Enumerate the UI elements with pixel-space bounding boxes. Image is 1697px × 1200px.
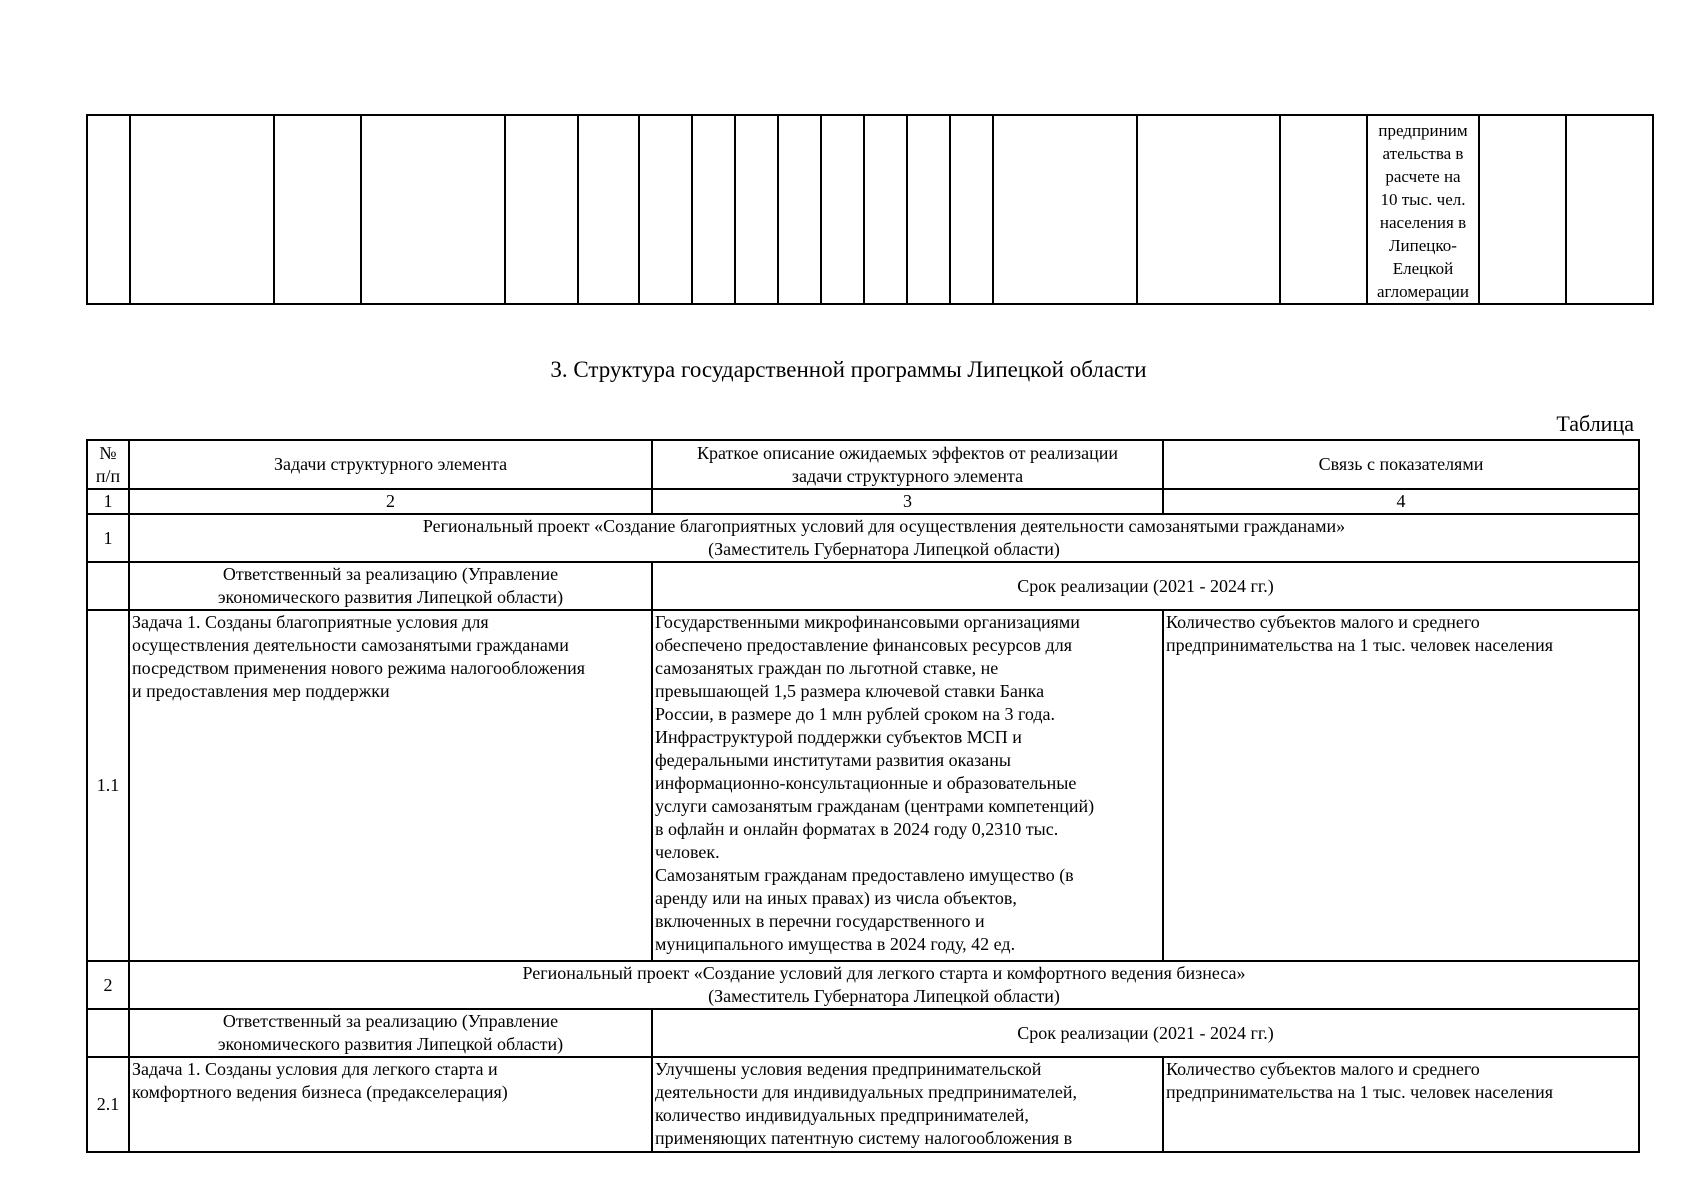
indicator-text-line: расчете на (1385, 167, 1461, 186)
empty-cell (735, 115, 778, 304)
continuation-row (87, 115, 1653, 304)
column-number-row (87, 489, 1639, 514)
header-indicators: Связь с показателями (1163, 440, 1639, 489)
task-indicators: Количество субъектов малого и среднего предпринимательства на 1 тыс. человек населения (1163, 610, 1639, 961)
empty-cell (993, 115, 1137, 304)
empty-cell (864, 115, 907, 304)
indicator-text-line: населения в (1379, 213, 1467, 232)
empty-cell (130, 115, 274, 304)
section-heading: 3. Структура государственной программы Липецкой области (550, 357, 1147, 382)
project-num: 2 (87, 961, 129, 1009)
task-effects: Улучшены условия ведения предпринимательской деятельности для индивидуальных предпринимателей, количество индивидуальных предпринимателей, применяющих патентную систему налогообложения в (652, 1057, 1163, 1152)
project-title: Региональный проект «Создание благоприятных условий для осуществления деятельности самозанятыми гражданами» (Заместитель Губернатора Липецкой области) (129, 514, 1639, 562)
period-cell: Срок реализации (2021 - 2024 гг.) (652, 1009, 1639, 1057)
column-number: 4 (1163, 489, 1639, 514)
task-row (87, 1057, 1639, 1152)
project-responsible-row (87, 562, 1639, 610)
empty-cell (692, 115, 735, 304)
empty-cell (639, 115, 692, 304)
empty-cell (87, 562, 129, 610)
empty-cell (907, 115, 950, 304)
responsible-cell: Ответственный за реализацию (Управление экономического развития Липецкой области) (129, 562, 652, 610)
project-title: Региональный проект «Создание условий для легкого старта и комфортного ведения бизнеса» (Заместитель Губернатора Липецкой области) (129, 961, 1639, 1009)
column-number: 2 (129, 489, 652, 514)
header-tasks: Задачи структурного элемента (129, 440, 652, 489)
task-description: Задача 1. Созданы условия для легкого старта и комфортного ведения бизнеса (предакселерация) (129, 1057, 652, 1152)
project-title-row (87, 514, 1639, 562)
column-number: 3 (652, 489, 1163, 514)
project-title-row (87, 961, 1639, 1009)
empty-cell (1280, 115, 1367, 304)
empty-cell (87, 1009, 129, 1057)
project-responsible-row (87, 1009, 1639, 1057)
responsible-cell: Ответственный за реализацию (Управление экономического развития Липецкой области) (129, 1009, 652, 1057)
indicator-continuation-cell (1367, 115, 1479, 304)
empty-cell (578, 115, 639, 304)
header-row (87, 440, 1639, 489)
table-label: Таблица (1556, 411, 1634, 436)
indicator-text-line: Липецко- (1389, 236, 1457, 255)
empty-cell (1566, 115, 1653, 304)
project-num: 1 (87, 514, 129, 562)
task-row (87, 610, 1639, 961)
task-description: Задача 1. Созданы благоприятные условия для осуществления деятельности самозанятыми гражданами посредством применения нового режима налогообложения и предоставления мер поддержки (129, 610, 652, 961)
indicator-text-line: агломерации (1377, 282, 1469, 301)
indicator-text-line: предприним (1378, 121, 1468, 140)
column-number: 1 (87, 489, 129, 514)
task-indicators: Количество субъектов малого и среднего предпринимательства на 1 тыс. человек населения (1163, 1057, 1639, 1152)
task-effects: Государственными микрофинансовыми организациями обеспечено предоставление финансовых ресурсов для самозанятых граждан по льготной ставке, не превышающей 1,5 размера ключевой ставки Банка России, в размере до 1 млн рублей сроком на 3 года. Инфраструктурой поддержки субъектов МСП и федеральными институтами развития оказаны информационно-консультационные и образовательные услуги самозанятым гражданам (центрами компетенций) в офлайн и онлайн форматах в 2024 году 0,2310 тыс. человек. Самозанятым гражданам предоставлено имущество (в аренду или на иных правах) из числа объектов, включенных в перечни государственного и муниципального имущества в 2024 году, 42 ед. (652, 610, 1163, 961)
header-num: № п/п (87, 440, 129, 489)
empty-cell (87, 115, 130, 304)
empty-cell (778, 115, 821, 304)
indicator-text-line: 10 тыс. чел. (1380, 190, 1466, 209)
empty-cell (274, 115, 361, 304)
indicator-text-line: ательства в (1382, 144, 1464, 163)
empty-cell (505, 115, 578, 304)
empty-cell (1479, 115, 1566, 304)
empty-cell (361, 115, 505, 304)
continuation-table (86, 114, 1654, 305)
indicator-text-line: Елецкой (1392, 259, 1454, 278)
empty-cell (821, 115, 864, 304)
period-cell: Срок реализации (2021 - 2024 гг.) (652, 562, 1639, 610)
task-num: 1.1 (87, 610, 129, 961)
header-effects: Краткое описание ожидаемых эффектов от реализации задачи структурного элемента (652, 440, 1163, 489)
task-num: 2.1 (87, 1057, 129, 1152)
empty-cell (950, 115, 993, 304)
empty-cell (1137, 115, 1280, 304)
program-structure-table (86, 439, 1640, 1153)
